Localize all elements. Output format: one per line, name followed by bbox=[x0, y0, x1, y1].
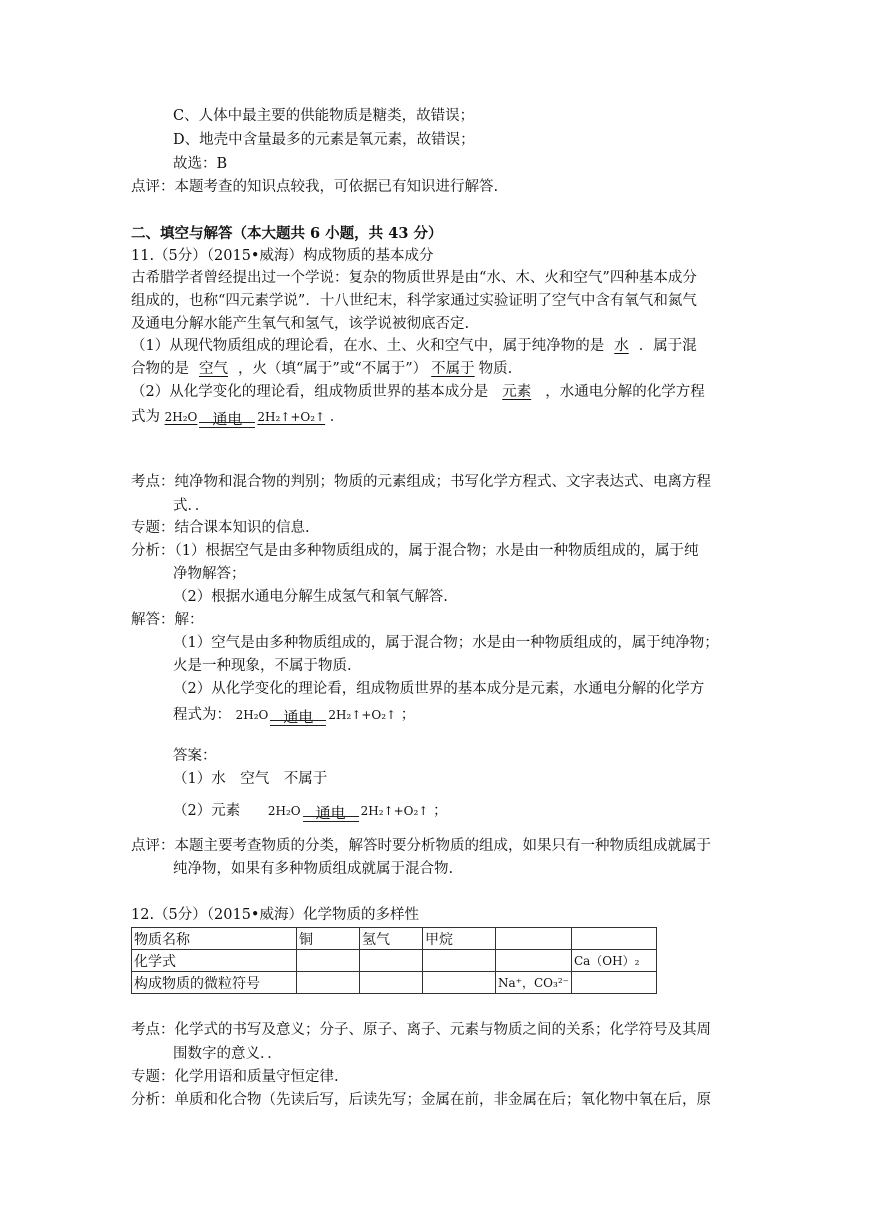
jieda-line: （1）空气是由多种物质组成的，属于混合物；水是由一种物质组成的，属于纯净物； bbox=[173, 635, 719, 651]
q11-para: 古希腊学者曾经提出过一个学说：复杂的物质世界是由“水、木、火和空气”四种基本成分 bbox=[131, 270, 697, 286]
table-cell: 化学式 bbox=[132, 950, 297, 972]
jieda-line: 火是一种现象，不属于物质. bbox=[173, 658, 352, 674]
equation-right: 2H₂↑+O₂↑ bbox=[360, 804, 429, 818]
table-cell bbox=[571, 928, 656, 950]
fenxi-line: （2）根据水通电分解生成氢气和氧气解答. bbox=[173, 589, 448, 605]
dianping-line: 纯净物，如果有多种物质组成就属于混合物. bbox=[173, 861, 454, 877]
answer-blank-pure: 水 bbox=[614, 338, 629, 354]
jieda-text: 程式为： bbox=[173, 707, 231, 723]
answer-line: （1）水 空气 不属于 bbox=[173, 771, 328, 787]
table-cell: 构成物质的微粒符号 bbox=[132, 972, 297, 994]
answer-blank-element: 元素 bbox=[502, 384, 532, 400]
answer-line-equation bbox=[173, 796, 447, 826]
table-cell: Na⁺，CO₃²⁻ bbox=[496, 972, 572, 994]
table-cell bbox=[297, 972, 360, 994]
q11-sub1-text: 合物的是 bbox=[131, 361, 189, 377]
jieda-line: 解答：解： bbox=[131, 612, 204, 628]
reaction-arrow bbox=[303, 798, 359, 826]
kaodian-line: 式．． bbox=[173, 498, 210, 514]
q11-sub2-text: 式为 bbox=[131, 409, 160, 425]
answer-blank-fire: 不属于 bbox=[431, 361, 475, 377]
q11-sub1-text: ．属于混 bbox=[638, 338, 697, 354]
equation bbox=[268, 796, 428, 826]
equation-right: 2H₂↑+O₂↑ bbox=[328, 708, 397, 722]
equation-condition: 通电 bbox=[283, 708, 314, 726]
q11-sub1-text: ，火（填“属于”或“不属于”） bbox=[238, 361, 428, 377]
table-cell bbox=[360, 950, 423, 972]
q11-sub2-line2 bbox=[131, 402, 344, 432]
reaction-arrow bbox=[270, 702, 326, 730]
review-text: 点评：本题考查的知识点较我，可依据已有知识进行解答. bbox=[131, 179, 499, 195]
table-cell bbox=[496, 928, 572, 950]
table-cell bbox=[571, 972, 656, 994]
table-cell: Ca（OH）₂ bbox=[571, 950, 656, 972]
equation-left: 2H₂O bbox=[164, 410, 198, 424]
table-row bbox=[132, 972, 657, 994]
table-cell: 物质名称 bbox=[132, 928, 297, 950]
table-cell bbox=[297, 950, 360, 972]
answer-choice: 故选：B bbox=[173, 156, 228, 172]
q11-sub1-line1 bbox=[131, 336, 697, 356]
kaodian-line: 考点：纯净物和混合物的判别；物质的元素组成；书写化学方程式、文字表达式、电离方程 bbox=[131, 474, 711, 490]
zhuanti-line: 专题：结合课本知识的信息. bbox=[131, 520, 310, 536]
equation bbox=[236, 700, 396, 730]
kaodian-line: 围数字的意义．． bbox=[173, 1046, 282, 1062]
equation-condition: 通电 bbox=[212, 410, 243, 428]
jieda-text: ； bbox=[400, 707, 416, 723]
table-cell bbox=[496, 950, 572, 972]
jieda-line: （2）从化学变化的理论看，组成物质世界的基本成分是元素，水通电分解的化学方 bbox=[173, 681, 705, 697]
table-row bbox=[132, 928, 657, 950]
q11-sub2-text: （2）从化学变化的理论看，组成物质世界的基本成分是 bbox=[131, 384, 489, 400]
option-d-text: D、地壳中含量最多的元素是氧元素，故错误； bbox=[173, 132, 475, 148]
answer-text: ； bbox=[432, 803, 448, 819]
q11-sub1-line2 bbox=[131, 359, 512, 379]
fenxi-line: 分析：（1）根据空气是由多种物质组成的，属于混合物；水是由一种物质组成的，属于纯 bbox=[131, 543, 699, 559]
table-cell bbox=[423, 972, 496, 994]
q11-para: 及通电分解水能产生氧气和氢气，该学说被彻底否定. bbox=[131, 316, 470, 332]
q11-sub1-text: 物质. bbox=[478, 361, 513, 377]
answer-blank-equation bbox=[165, 402, 325, 432]
dianping-line: 点评：本题主要考查物质的分类，解答时要分析物质的组成，如果只有一种物质组成就属于 bbox=[131, 838, 711, 854]
answer-line: （2）元素 bbox=[173, 803, 241, 819]
answer-label: 答案： bbox=[173, 748, 217, 764]
q11-title: 11.（5分）（2015•威海）构成物质的基本成分 bbox=[131, 248, 434, 264]
reaction-arrow bbox=[199, 404, 255, 432]
table-cell bbox=[360, 972, 423, 994]
q11-para: 组成的，也称“四元素学说”．十八世纪末，科学家通过实验证明了空气中含有氧气和氮气 bbox=[131, 293, 697, 309]
jieda-equation-line bbox=[173, 700, 415, 730]
fenxi-line: 净物解答； bbox=[173, 566, 246, 582]
table-row bbox=[132, 950, 657, 972]
q12-title: 12.（5分）（2015•威海）化学物质的多样性 bbox=[131, 907, 419, 923]
option-c-text: C、人体中最主要的供能物质是糖类，故错误； bbox=[173, 108, 475, 124]
table-cell: 铜 bbox=[297, 928, 360, 950]
equation-right: 2H₂↑+O₂↑ bbox=[257, 410, 326, 424]
answer-blank-mix: 空气 bbox=[199, 361, 228, 377]
section-heading: 二、填空与解答（本大题共 6 小题，共 43 分） bbox=[131, 225, 443, 242]
substance-table bbox=[131, 927, 657, 994]
table-cell: 甲烷 bbox=[423, 928, 496, 950]
zhuanti-line: 专题：化学用语和质量守恒定律. bbox=[131, 1069, 339, 1085]
q11-sub2-line1 bbox=[131, 382, 705, 402]
equation-left: 2H₂O bbox=[235, 708, 269, 722]
kaodian-line: 考点：化学式的书写及意义；分子、原子、离子、元素与物质之间的关系；化学符号及其周 bbox=[131, 1022, 711, 1038]
table-cell: 氢气 bbox=[360, 928, 423, 950]
equation-condition: 通电 bbox=[315, 804, 346, 822]
q11-sub1-text: （1）从现代物质组成的理论看，在水、土、火和空气中，属于纯净物的是 bbox=[131, 338, 605, 354]
q11-sub2-text: ． bbox=[329, 409, 345, 425]
table-cell bbox=[423, 950, 496, 972]
equation-left: 2H₂O bbox=[267, 804, 301, 818]
q11-sub2-text: ，水通电分解的化学方程 bbox=[545, 384, 705, 400]
fenxi-line: 分析：单质和化合物（先读后写，后读先写；金属在前，非金属在后；氧化物中氧在后，原 bbox=[131, 1092, 711, 1108]
